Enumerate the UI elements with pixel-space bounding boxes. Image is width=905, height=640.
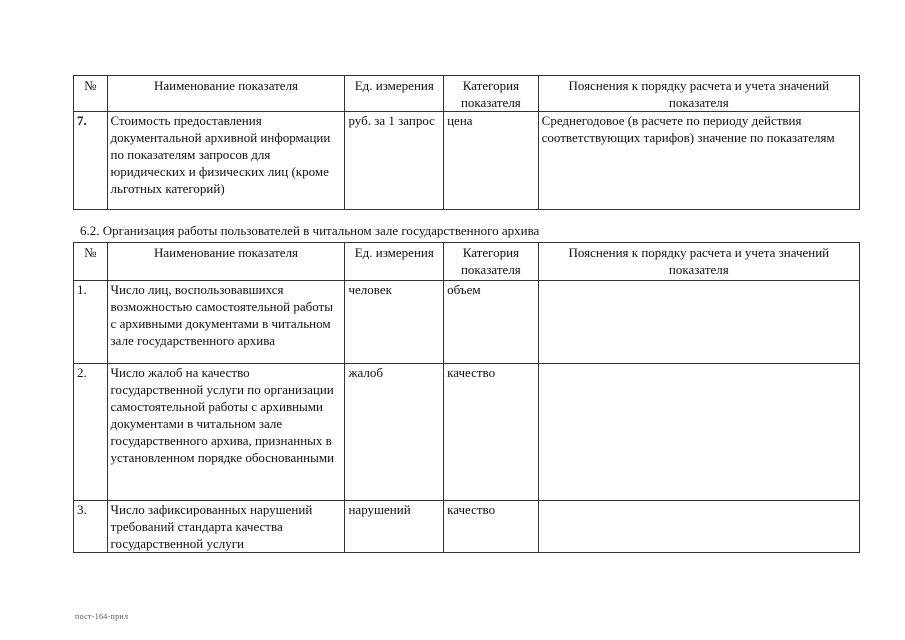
row-name: Стоимость предоставления документальной архивной информации по показателям запросов для юридических и физических лиц (кроме льготных категорий) (107, 112, 345, 210)
header-num: № (74, 243, 108, 281)
row-unit: человек (345, 281, 444, 364)
table-header-row (74, 76, 860, 112)
row-category: цена (444, 112, 539, 210)
row-note (538, 364, 859, 501)
row-num: 7. (74, 112, 108, 210)
row-num: 2. (74, 364, 108, 501)
header-name: Наименование показателя (107, 243, 345, 281)
row-num: 1. (74, 281, 108, 364)
row-name: Число лиц, воспользовавшихся возможностью самостоятельной работы с архивными документами в читальном зале государственного архива (107, 281, 345, 364)
header-num: № (74, 76, 108, 112)
row-category: качество (444, 364, 539, 501)
row-name: Число жалоб на качество государственной услуги по организации самостоятельной работы с архивными документами в читальном зале государственного архива, признанных в установленном порядке обоснованными (107, 364, 345, 501)
header-unit: Ед. измерения (345, 243, 444, 281)
header-unit: Ед. измерения (345, 76, 444, 112)
header-category: Категория показателя (444, 76, 539, 112)
table-header-row (74, 243, 860, 281)
row-unit: жалоб (345, 364, 444, 501)
row-category: объем (444, 281, 539, 364)
row-unit: руб. за 1 запрос (345, 112, 444, 210)
footer-mark: пост-164-прил (75, 612, 129, 621)
header-name: Наименование показателя (107, 76, 345, 112)
table-row (74, 281, 860, 364)
header-category: Категория показателя (444, 243, 539, 281)
section-title: 6.2. Организация работы пользователей в читальном зале государственного архива (80, 223, 540, 238)
row-num: 3. (74, 501, 108, 553)
row-note: Среднегодовое (в расчете по периоду действия соответствующих тарифов) значение по показателям (538, 112, 859, 210)
row-note (538, 501, 859, 553)
header-note: Пояснения к порядку расчета и учета значений показателя (538, 243, 859, 281)
row-category: качество (444, 501, 539, 553)
indicator-table-2 (73, 242, 860, 553)
table-row (74, 364, 860, 501)
row-unit: нарушений (345, 501, 444, 553)
indicator-table-1 (73, 75, 860, 210)
table-row (74, 112, 860, 210)
row-note (538, 281, 859, 364)
table-row (74, 501, 860, 553)
header-note: Пояснения к порядку расчета и учета значений показателя (538, 76, 859, 112)
row-name: Число зафиксированных нарушений требований стандарта качества государственной услуги (107, 501, 345, 553)
